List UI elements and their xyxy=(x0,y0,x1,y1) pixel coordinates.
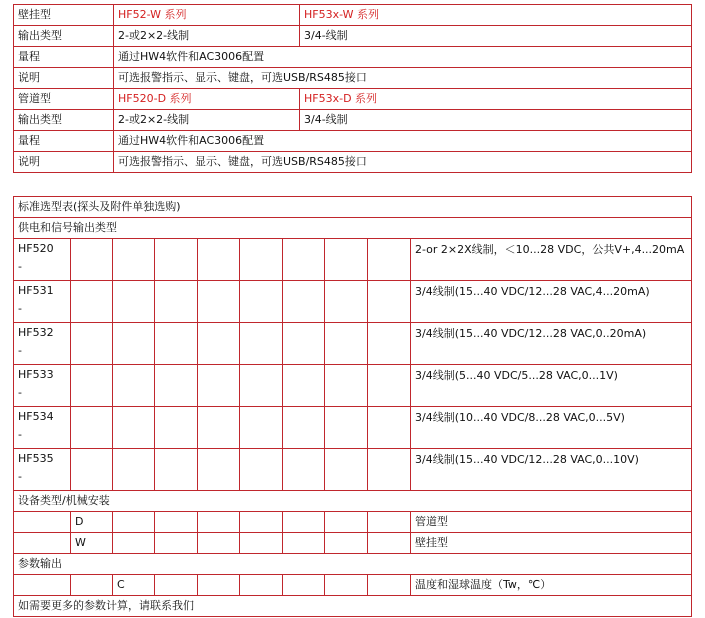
model-description-text: 3/4线制(15...40 VDC/12...28 VAC,0..20mA) xyxy=(415,327,647,340)
model-code-cell xyxy=(14,449,71,491)
empty-cell xyxy=(198,407,240,449)
empty-cell xyxy=(325,365,368,407)
empty-cell xyxy=(240,323,283,365)
model-code: HF531 xyxy=(18,284,54,297)
model-description xyxy=(411,449,692,491)
series-value-1: HF52-W 系列 xyxy=(114,5,300,26)
empty-cell xyxy=(113,323,155,365)
series-value-2: 3/4-线制 xyxy=(300,110,692,131)
series-value-1: 2-或2×2-线制 xyxy=(114,110,300,131)
series-row xyxy=(14,26,692,47)
section-device-type-row xyxy=(14,491,692,512)
model-code: HF532 xyxy=(18,326,54,339)
device-option-row xyxy=(14,512,692,533)
empty-cell xyxy=(240,239,283,281)
empty-cell xyxy=(155,407,198,449)
series-row xyxy=(14,89,692,110)
empty-cell xyxy=(283,407,325,449)
empty-cell xyxy=(113,533,155,554)
empty-cell xyxy=(368,407,411,449)
series-comparison-table xyxy=(13,4,692,173)
empty-cell xyxy=(368,533,411,554)
empty-cell xyxy=(283,449,325,491)
model-description xyxy=(411,407,692,449)
empty-cell xyxy=(113,407,155,449)
model-description-text: 2-or 2×2X线制，＜10...28 VDC，公共V+,4...20mA xyxy=(415,243,685,256)
empty-cell xyxy=(368,239,411,281)
empty-cell xyxy=(283,533,325,554)
empty-cell xyxy=(113,281,155,323)
series-row xyxy=(14,68,692,89)
device-description: 壁挂型 xyxy=(411,533,692,554)
empty-cell xyxy=(240,365,283,407)
section-power-output-row xyxy=(14,218,692,239)
device-code: W xyxy=(71,533,113,554)
device-option-row xyxy=(14,533,692,554)
empty-cell xyxy=(198,533,240,554)
empty-cell xyxy=(113,239,155,281)
empty-cell xyxy=(283,512,325,533)
model-code: HF534 xyxy=(18,410,54,423)
empty-cell xyxy=(71,407,113,449)
empty-cell xyxy=(14,533,71,554)
series-row xyxy=(14,131,692,152)
empty-cell xyxy=(113,365,155,407)
empty-cell xyxy=(325,323,368,365)
series-value-2: HF53x-W 系列 xyxy=(300,5,692,26)
empty-cell xyxy=(325,407,368,449)
empty-cell xyxy=(155,449,198,491)
empty-cell xyxy=(240,512,283,533)
row-value: 通过HW4软件和AC3006配置 xyxy=(114,47,692,68)
row-label: 量程 xyxy=(14,131,114,152)
empty-cell xyxy=(325,533,368,554)
model-row xyxy=(14,365,692,407)
model-code: HF533 xyxy=(18,368,54,381)
row-label: 量程 xyxy=(14,47,114,68)
model-dash: - xyxy=(18,344,22,357)
empty-cell xyxy=(71,449,113,491)
empty-cell xyxy=(368,449,411,491)
empty-cell xyxy=(283,575,325,596)
model-dash: - xyxy=(18,428,22,441)
model-description xyxy=(411,365,692,407)
selection-table xyxy=(13,196,692,617)
series-comparison-body xyxy=(14,5,692,173)
row-value: 可选报警指示、显示、键盘，可选USB/RS485接口 xyxy=(114,68,692,89)
model-description-text: 3/4线制(5...40 VDC/5...28 VAC,0...1V) xyxy=(415,369,618,382)
empty-cell xyxy=(240,407,283,449)
empty-cell xyxy=(325,281,368,323)
empty-cell xyxy=(283,323,325,365)
model-row xyxy=(14,407,692,449)
series-row xyxy=(14,152,692,173)
model-description-text: 3/4线制(10...40 VDC/8...28 VAC,0...5V) xyxy=(415,411,625,424)
row-label: 输出类型 xyxy=(14,26,114,47)
empty-cell xyxy=(198,512,240,533)
device-code: D xyxy=(71,512,113,533)
model-dash: - xyxy=(18,302,22,315)
model-dash: - xyxy=(18,386,22,399)
model-description-text: 3/4线制(15...40 VDC/12...28 VAC,0...10V) xyxy=(415,453,639,466)
model-dash: - xyxy=(18,470,22,483)
selection-title-row xyxy=(14,197,692,218)
empty-cell xyxy=(155,323,198,365)
empty-cell xyxy=(155,575,198,596)
empty-cell xyxy=(71,239,113,281)
empty-cell xyxy=(14,512,71,533)
footer-note: 如需要更多的参数计算，请联系我们 xyxy=(14,596,692,617)
series-value-2: HF53x-D 系列 xyxy=(300,89,692,110)
footer-note-row xyxy=(14,596,692,617)
section-device-type: 设备类型/机械安装 xyxy=(14,491,692,512)
empty-cell xyxy=(113,512,155,533)
empty-cell xyxy=(368,323,411,365)
empty-cell xyxy=(71,365,113,407)
empty-cell xyxy=(325,512,368,533)
section-parameter-output: 参数输出 xyxy=(14,554,692,575)
empty-cell xyxy=(113,449,155,491)
empty-cell xyxy=(155,533,198,554)
empty-cell xyxy=(240,449,283,491)
model-description xyxy=(411,323,692,365)
model-code-cell xyxy=(14,407,71,449)
model-description-text: 3/4线制(15...40 VDC/12...28 VAC,4...20mA) xyxy=(415,285,650,298)
model-row xyxy=(14,281,692,323)
empty-cell xyxy=(155,239,198,281)
empty-cell xyxy=(368,575,411,596)
model-code-cell xyxy=(14,323,71,365)
device-description: 管道型 xyxy=(411,512,692,533)
empty-cell xyxy=(368,512,411,533)
row-label: 说明 xyxy=(14,68,114,89)
empty-cell xyxy=(198,281,240,323)
section-parameter-output-row xyxy=(14,554,692,575)
empty-cell xyxy=(71,323,113,365)
model-code-cell xyxy=(14,281,71,323)
empty-cell xyxy=(368,281,411,323)
empty-cell xyxy=(240,281,283,323)
series-value-1: HF520-D 系列 xyxy=(114,89,300,110)
series-row xyxy=(14,110,692,131)
model-dash: - xyxy=(18,260,22,273)
row-value: 可选报警指示、显示、键盘，可选USB/RS485接口 xyxy=(114,152,692,173)
model-description xyxy=(411,281,692,323)
empty-cell xyxy=(155,281,198,323)
model-code: HF535 xyxy=(18,452,54,465)
empty-cell xyxy=(198,575,240,596)
empty-cell xyxy=(240,575,283,596)
empty-cell xyxy=(325,575,368,596)
row-label: 输出类型 xyxy=(14,110,114,131)
empty-cell xyxy=(283,281,325,323)
selection-title: 标准选型表(探头及附件单独选购) xyxy=(14,197,692,218)
empty-cell xyxy=(283,239,325,281)
row-label: 管道型 xyxy=(14,89,114,110)
model-description xyxy=(411,239,692,281)
param-option-row xyxy=(14,575,692,596)
empty-cell xyxy=(283,365,325,407)
model-code: HF520 xyxy=(18,242,54,255)
empty-cell xyxy=(71,281,113,323)
empty-cell xyxy=(198,449,240,491)
series-value-1: 2-或2×2-线制 xyxy=(114,26,300,47)
model-row xyxy=(14,239,692,281)
model-row xyxy=(14,323,692,365)
empty-cell xyxy=(325,239,368,281)
empty-cell xyxy=(368,365,411,407)
empty-cell xyxy=(198,365,240,407)
section-power-output: 供电和信号输出类型 xyxy=(14,218,692,239)
series-row xyxy=(14,5,692,26)
empty-cell xyxy=(155,512,198,533)
empty-cell xyxy=(71,575,113,596)
param-code: C xyxy=(113,575,155,596)
empty-cell xyxy=(325,449,368,491)
row-label: 壁挂型 xyxy=(14,5,114,26)
row-label: 说明 xyxy=(14,152,114,173)
model-code-cell xyxy=(14,239,71,281)
model-code-cell xyxy=(14,365,71,407)
empty-cell xyxy=(240,533,283,554)
series-row xyxy=(14,47,692,68)
param-description: 温度和湿球温度（Tw，℃） xyxy=(411,575,692,596)
empty-cell xyxy=(14,575,71,596)
series-value-2: 3/4-线制 xyxy=(300,26,692,47)
empty-cell xyxy=(155,365,198,407)
empty-cell xyxy=(198,239,240,281)
row-value: 通过HW4软件和AC3006配置 xyxy=(114,131,692,152)
model-row xyxy=(14,449,692,491)
selection-body xyxy=(14,197,692,617)
empty-cell xyxy=(198,323,240,365)
